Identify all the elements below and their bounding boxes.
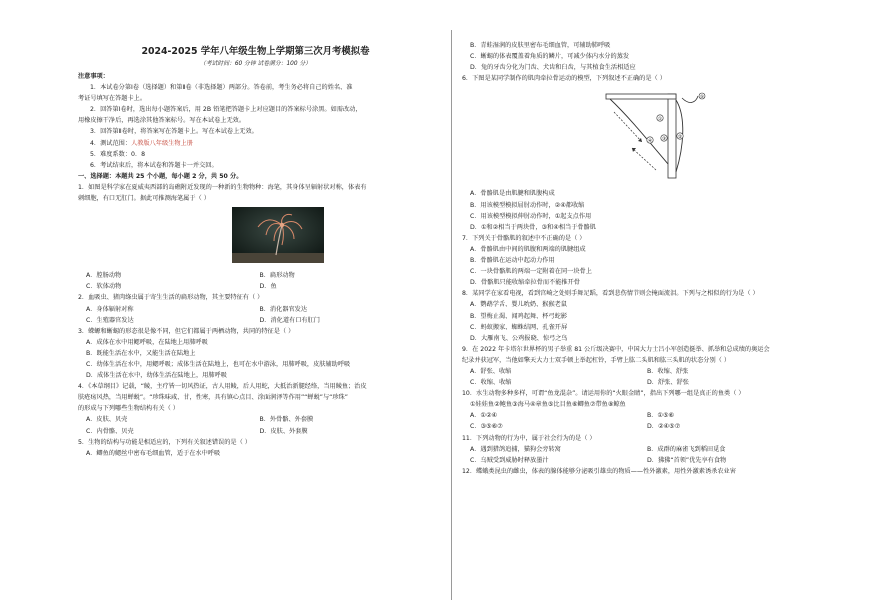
question-stem: 6．下图是某同学制作的肌肉牵拉骨运动的模型，下列叙述不正确的是（ ） (462, 75, 666, 83)
label-1: ① (657, 117, 663, 123)
option-d[interactable]: D．骨骼肌只能收缩牵拉骨而不能推开骨 (470, 279, 580, 287)
option-a[interactable]: A．鲫鱼的鳃丝中密布毛细血管，适于在水中呼吸 (86, 449, 221, 457)
option-c[interactable]: C．一块骨骼肌的两端一定附着在同一块骨上 (470, 268, 592, 276)
question-stem: 3．蝾螈和蜥蜴的形态很是像不同，但它们都属于两栖动物，共同的特征是（ ） (78, 327, 295, 335)
option-d[interactable]: D．皮肤、外套膜 (259, 427, 308, 435)
option-b[interactable]: B．外骨骼、外套膜 (259, 416, 314, 424)
question-stem: 10．水生动物多种多样，可谓“鱼龙混杂”。请运用你的“火眼金睛”，指出下列哪一组是真正的鱼类（ ） (462, 390, 745, 398)
option-b[interactable]: B．用该模型模拟屈肘动作时，②④都收缩 (470, 201, 585, 209)
option-c[interactable]: C．内骨骼、贝壳 (86, 427, 134, 435)
option-d[interactable]: D．①和②相当于两块骨，③和④相当于骨骼肌 (470, 223, 596, 231)
option-d[interactable]: D．兔的牙齿分化为门齿、犬齿和臼齿，与其植食生活相适应 (470, 64, 636, 72)
option-b[interactable]: B．成群的麻雀飞到稻田觅食 (647, 445, 726, 453)
right-column (462, 40, 824, 477)
option-c[interactable]: C．生殖器官发达 (86, 316, 134, 324)
option-c[interactable]: C．用该模型模拟伸肘动作时，①起支点作用 (470, 212, 592, 220)
option-b[interactable]: B．青蛙湿润的皮肤里密布毛细血管，可辅助肺呼吸 (470, 42, 611, 49)
exam-subtitle: （考试时间：60 分钟 试卷满分：100 分） (200, 61, 311, 67)
option-c[interactable]: C．蜥蜴的体表覆盖着角质的鳞片，可减少体内水分的蒸发 (470, 53, 630, 61)
options (462, 410, 824, 432)
label-3: ③ (661, 137, 667, 143)
question-stem: 肤疮疡风热，当用蝉蜕”。“珍珠味咸、甘，性寒，具有镇心点目、涂面润泽等作用”“蝉蜕”与“珍珠” (78, 394, 348, 402)
option-c[interactable]: C．蚂蚁搬家、蜘蛛结网、孔雀开屏 (470, 323, 568, 331)
question-stem: 12．蝶蛾类昆虫的雌虫，体表的腺体能够分泌吸引雄虫的物质——性外激素，用性外激素诱杀农业害 (462, 467, 736, 475)
option-b[interactable]: B．望梅止渴、闻鸡起舞、杯弓蛇影 (470, 312, 568, 320)
question-stem: 1．如图是科学家在夏威夷西部的岛礁附近发现的一种新的生物物种：海笔，其身体呈辐射状对称，体表有 (78, 183, 367, 191)
option-a[interactable]: A．舒张、收缩 (470, 367, 512, 375)
notice-line: 用橡皮擦干净后，再选涂其他答案标号。写在本试卷上无效。 (78, 117, 246, 125)
muscle-model-diagram (598, 86, 718, 182)
question-stem: 2．血吸虫、猪肉绦虫属于寄生生活的扁形动物，其主要特征有（ ） (78, 294, 264, 302)
section-heading: 一、选择题：本题共 25 个小题，每小题 2 分，共 50 分。 (78, 172, 243, 180)
option-d[interactable]: D．大雁南飞、公鸡报晓、惊弓之鸟 (470, 334, 568, 342)
option-a[interactable]: A．成体在水中用鳃呼吸，在陆地上用肺呼吸 (86, 338, 208, 346)
question-stem: 8．某同学在家看电视，看到宫崎之处则手舞足蹈，看到悲伤情节则会掩面流泪。下列与之相似的行为是（ ） (462, 290, 759, 298)
option-d[interactable]: D．消化道有口有肛门 (259, 316, 320, 324)
label-4: ④ (647, 139, 653, 145)
column-divider (451, 30, 452, 600)
option-b[interactable]: B．扁形动物 (259, 272, 295, 280)
question-stem: 的形成与下列哪些生物结构有关（ ） (78, 405, 179, 413)
option-a[interactable]: A．遇到猎鸽追捕，猫狗会旁转窝 (470, 445, 561, 453)
notice-line: 考证号填写在答题卡上。 (78, 95, 147, 103)
question-stem: 5．生物的结构与功能是相适应的，下列有关叙述错误的是（ ） (78, 438, 251, 446)
option-c[interactable]: C．乌贼受到威胁时释放墨汁 (470, 456, 549, 464)
exam-title: 2024-2025 学年八年级生物上学期第三次月考模拟卷 (141, 46, 370, 57)
option-d[interactable]: D．狒狒“首领”优先享有食物 (647, 456, 727, 464)
option-a[interactable]: A．骨骼肌是由肌腱和肌腹构成 (470, 190, 555, 198)
notice-line: 6．考试结束后，将本试卷和答题卡一并交回。 (90, 161, 218, 169)
options (78, 304, 433, 326)
notice-scope-value: 人教版八年级生物上册 (131, 139, 193, 147)
notice-heading: 注意事项： (78, 73, 109, 80)
options (462, 366, 824, 388)
option-a[interactable]: A．腔肠动物 (86, 272, 122, 280)
option-a[interactable]: A．骨骼肌由中间的肌腹和两端的肌腱组成 (470, 245, 586, 253)
option-a[interactable]: A．身体辐射对称 (86, 305, 134, 313)
sea-pen-photo (232, 207, 324, 263)
option-b[interactable]: B．既能生活在水中，又能生活在陆地上 (86, 349, 196, 357)
option-d[interactable]: D．成体生活在水中，幼体生活在陆地上，用肺呼吸 (86, 372, 227, 380)
option-c[interactable]: C．幼体生活在水中，用鳃呼吸；成体生活在陆地上，也可在水中游泳，用肺呼吸，皮肤辅助呼吸 (86, 360, 351, 368)
question-stem: 9．在 2022 年卡塔尔世界杯的男子举重 81 公斤级决赛中，中国大力士吕小军创造挺举、抓举和总成绩的奥运会 (462, 345, 770, 353)
notice-line: 5．难度系数：0．8 (90, 150, 146, 158)
left-column (78, 40, 433, 459)
notice-line: 1．本试卷分第Ⅰ卷（选择题）和第Ⅱ卷（非选择题）两部分。答卷前，考生务必将自己的姓名、准 (90, 84, 353, 92)
option-d[interactable]: D．鱼 (259, 283, 277, 291)
question-stem: 7．下列关于骨骼肌的叙述中不正确的是（ ） (462, 234, 586, 242)
option-d[interactable]: D．舒张、舒张 (647, 379, 689, 387)
option-a[interactable]: A．皮肤、贝壳 (86, 416, 128, 424)
options (78, 414, 433, 436)
options (78, 270, 433, 292)
question-stem: ①娃娃鱼②鲍鱼③海马④章鱼⑤比目鱼⑥鲫鱼⑦带鱼⑧鲸鱼 (470, 401, 626, 409)
question-stem: 11．下列动物的行为中，属于社会行为的是（ ） (462, 434, 596, 442)
option-c[interactable]: C．软体动物 (86, 283, 122, 291)
option-d[interactable]: D．②④⑤⑦ (647, 423, 681, 431)
option-c[interactable]: C．③⑤⑥⑦ (470, 423, 503, 431)
notice-scope-label: 4．测试范围： (90, 139, 132, 147)
question-stem: 4．《本草纲目》记载，“鲮，主疗皆一切风热证，古人用鲮，后人用蛇，大抵治新腿经络，当用鲮鱼；治皮 (78, 383, 367, 391)
option-c[interactable]: C．收缩、收缩 (470, 379, 512, 387)
option-b[interactable]: B．骨骼肌在运动中起动力作用 (470, 257, 555, 265)
option-a[interactable]: A．①②④ (470, 412, 498, 420)
options (462, 444, 824, 466)
question-stem: 刺细胞，有口无肛门。据此可推测海笔属于（ ） (78, 195, 210, 203)
question-stem: 纪录并获冠军，当他如擎天大力士双手顿上举起杠铃，手臂上肱二头肌和肱三头肌的状态分别（ ） (462, 356, 731, 364)
notice-line (78, 138, 433, 149)
notice-line: 2．回答第Ⅰ卷时，选出每小题答案后，用 2B 铅笔把答题卡上对应题目的答案标号涂黑。如需改动， (90, 106, 362, 114)
notice-line: 3．回答第Ⅱ卷时，将答案写在答题卡上。写在本试卷上无效。 (90, 128, 258, 136)
label-5: ⑤ (699, 95, 705, 101)
option-b[interactable]: B．收缩、舒张 (647, 367, 689, 375)
option-b[interactable]: B．①⑤⑥ (647, 412, 675, 420)
option-b[interactable]: B．消化器官发达 (259, 305, 308, 313)
label-2: ② (677, 135, 683, 141)
option-a[interactable]: A．鹦鹉学舌、婴儿吮奶、猴猴老鼠 (470, 301, 568, 309)
